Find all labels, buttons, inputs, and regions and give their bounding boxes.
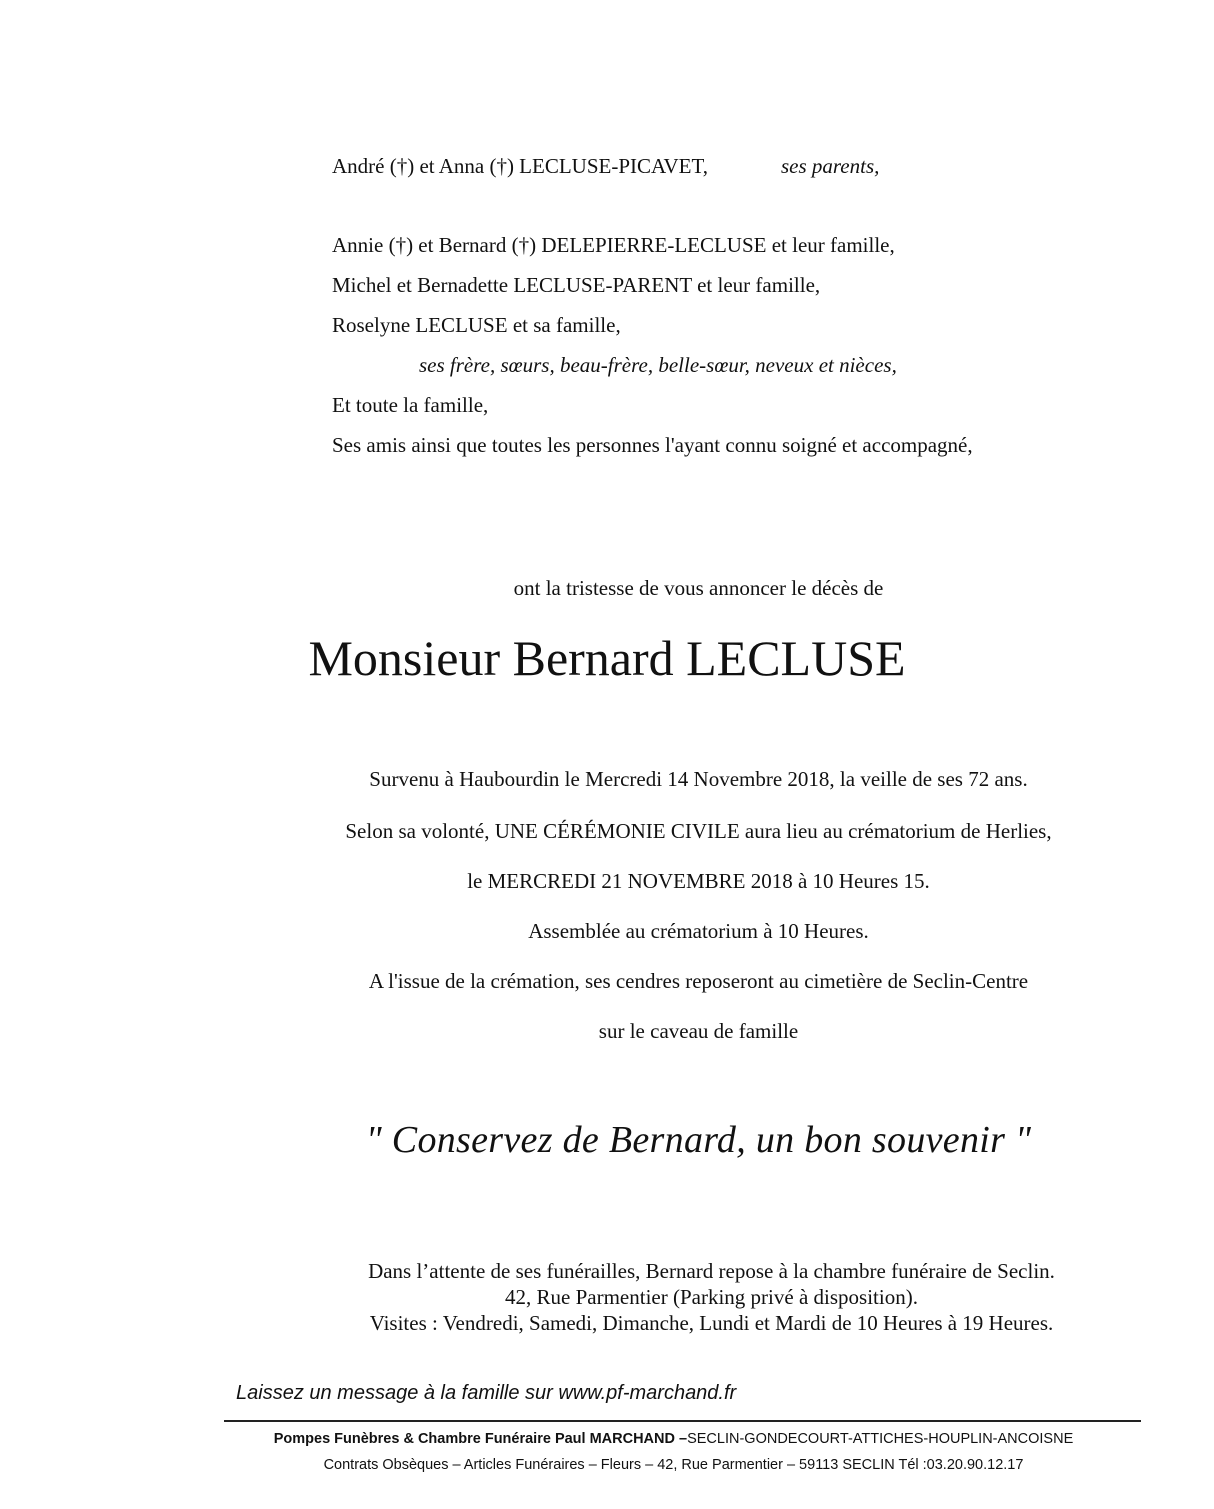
all-family: Et toute la famille,: [332, 393, 489, 417]
deceased-name: Monsieur Bernard LECLUSE: [308, 630, 906, 686]
funeral-home-line: Dans l’attente de ses funérailles, Bernard repose à la chambre funéraire de Seclin.: [368, 1259, 1055, 1283]
footer-company: Pompes Funèbres & Chambre Funéraire Paul MARCHAND –: [273, 1431, 688, 1447]
ceremony-line: le MERCREDI 21 NOVEMBRE 2018 à 10 Heures 15.: [467, 869, 930, 893]
funeral-home-line: Visites : Vendredi, Samedi, Dimanche, Lundi et Mardi de 10 Heures à 19 Heures.: [369, 1311, 1054, 1335]
sibling-line: Roselyne LECLUSE et sa famille,: [332, 313, 621, 337]
footer-company-line: [0, 1430, 1214, 1448]
announcement-intro: ont la tristesse de vous annoncer le décès de: [513, 576, 884, 600]
ceremony-line: Assemblée au crématorium à 10 Heures.: [528, 919, 869, 943]
funeral-home-line: 42, Rue Parmentier (Parking privé à disposition).: [505, 1285, 918, 1309]
parents-names: André (†) et Anna (†) LECLUSE-PICAVET,: [332, 154, 708, 178]
ceremony-line: Selon sa volonté, UNE CÉRÉMONIE CIVILE aura lieu au crématorium de Herlies,: [345, 819, 1052, 843]
ceremony-line: sur le caveau de famille: [598, 1019, 799, 1043]
sibling-line: Michel et Bernadette LECLUSE-PARENT et leur famille,: [332, 273, 821, 297]
memorial-quote: " Conservez de Bernard, un bon souvenir ": [365, 1119, 1032, 1161]
footer-towns: SECLIN-GONDECOURT-ATTICHES-HOUPLIN-ANCOISNE: [687, 1431, 1074, 1447]
friends-line: Ses amis ainsi que toutes les personnes l'ayant connu soigné et accompagné,: [332, 433, 973, 457]
ceremony-line: Survenu à Haubourdin le Mercredi 14 Novembre 2018, la veille de ses 72 ans.: [369, 767, 1028, 791]
footer-services: Contrats Obsèques – Articles Funéraires – Fleurs – 42, Rue Parmentier – 59113 SECLIN Tél :03.20.90.12.17: [323, 1457, 1024, 1473]
sibling-line: Annie (†) et Bernard (†) DELEPIERRE-LECLUSE et leur famille,: [332, 233, 895, 257]
ceremony-line: A l'issue de la crémation, ses cendres reposeront au cimetière de Seclin-Centre: [368, 969, 1029, 993]
footer-divider: [224, 1420, 1141, 1422]
message-invite: Laissez un message à la famille sur www.pf-marchand.fr: [236, 1382, 737, 1404]
siblings-role: ses frère, sœurs, beau-frère, belle-sœur, neveux et nièces,: [419, 353, 897, 377]
parents-role: ses parents,: [781, 154, 880, 178]
